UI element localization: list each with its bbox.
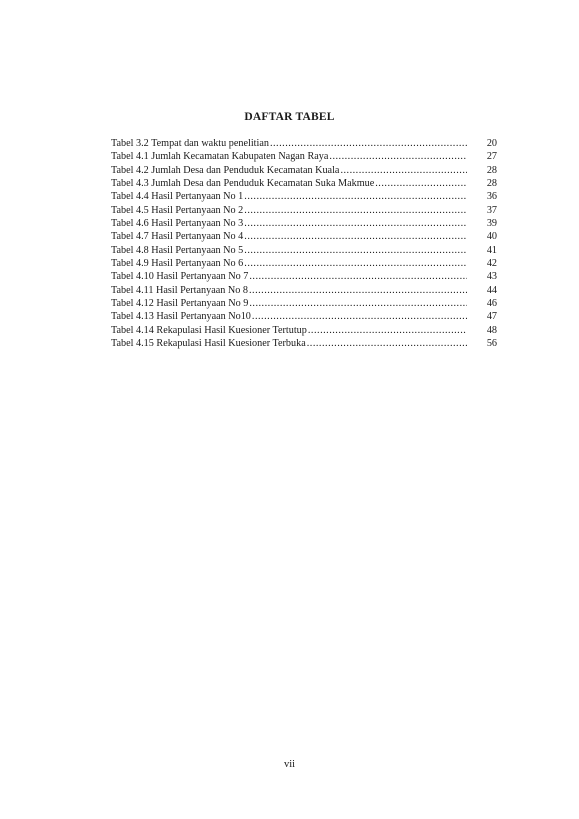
entry-label: Tabel 4.13 Hasil Pertanyaan No10: [111, 311, 251, 323]
entry-page: 36: [486, 191, 497, 203]
entry-page: 40: [486, 231, 497, 243]
entry-label: Tabel 4.15 Rekapulasi Hasil Kuesioner Terbuka: [111, 338, 306, 350]
list-item[interactable]: [111, 244, 497, 257]
entry-label: Tabel 4.7 Hasil Pertanyaan No 4: [111, 231, 244, 243]
entry-label: Tabel 4.10 Hasil Pertanyaan No 7: [111, 271, 249, 283]
list-item[interactable]: [111, 297, 497, 310]
entry-label: Tabel 4.12 Hasil Pertanyaan No 9: [111, 298, 249, 310]
entry-page: 39: [486, 218, 497, 230]
page-number: vii: [283, 759, 296, 770]
entry-label: Tabel 4.14 Rekapulasi Hasil Kuesioner Tertutup: [111, 324, 307, 336]
dot-leader: [270, 137, 467, 150]
entry-label: Tabel 4.6 Hasil Pertanyaan No 3: [111, 218, 244, 230]
list-item[interactable]: [111, 217, 497, 230]
dot-leader: [308, 324, 467, 337]
list-item[interactable]: [111, 204, 497, 217]
list-item[interactable]: [111, 230, 497, 243]
entry-page: 41: [486, 244, 497, 256]
dot-leader: [244, 190, 467, 203]
entry-label: Tabel 4.5 Hasil Pertanyaan No 2: [111, 204, 244, 216]
entry-page: 46: [486, 298, 497, 310]
dot-leader: [244, 217, 467, 230]
dot-leader: [244, 257, 467, 270]
entry-label: Tabel 4.4 Hasil Pertanyaan No 1: [111, 191, 244, 203]
dot-leader: [244, 204, 467, 217]
entry-label: Tabel 3.2 Tempat dan waktu penelitian: [111, 138, 269, 149]
entry-page: 20: [486, 138, 497, 149]
list-item[interactable]: [111, 324, 497, 337]
list-item[interactable]: [111, 270, 497, 283]
entry-label: Tabel 4.2 Jumlah Desa dan Penduduk Kecamatan Kuala: [111, 164, 340, 176]
entry-page: 28: [486, 164, 497, 176]
entry-page: 28: [486, 178, 497, 190]
entry-page: 37: [486, 204, 497, 216]
list-item[interactable]: [111, 257, 497, 270]
dot-leader: [340, 164, 467, 177]
dot-leader: [307, 337, 467, 350]
entry-label: Tabel 4.1 Jumlah Kecamatan Kabupaten Nagan Raya: [111, 151, 329, 163]
dot-leader: [329, 150, 467, 163]
list-item[interactable]: [111, 137, 497, 150]
dot-leader: [249, 270, 467, 283]
entry-label: Tabel 4.11 Hasil Pertanyaan No 8: [111, 284, 248, 296]
list-item[interactable]: [111, 310, 497, 323]
dot-leader: [249, 297, 467, 310]
entry-page: 48: [486, 324, 497, 336]
page-title: DAFTAR TABEL: [244, 111, 335, 123]
entry-page: 27: [486, 151, 497, 163]
dot-leader: [375, 177, 467, 190]
entry-page: 43: [486, 271, 497, 283]
entry-page: 56: [486, 338, 497, 350]
dot-leader: [252, 310, 467, 323]
list-item[interactable]: [111, 337, 497, 350]
entry-page: 42: [486, 258, 497, 270]
list-item[interactable]: [111, 190, 497, 203]
list-item[interactable]: [111, 177, 497, 190]
list-item[interactable]: [111, 150, 497, 163]
entry-label: Tabel 4.9 Hasil Pertanyaan No 6: [111, 258, 244, 270]
table-list: [111, 137, 497, 351]
list-item[interactable]: [111, 284, 497, 297]
entry-page: 44: [486, 284, 497, 296]
dot-leader: [249, 284, 467, 297]
dot-leader: [244, 244, 467, 257]
dot-leader: [244, 230, 467, 243]
entry-page: 47: [486, 311, 497, 323]
list-item[interactable]: [111, 164, 497, 177]
entry-label: Tabel 4.3 Jumlah Desa dan Penduduk Kecamatan Suka Makmue: [111, 178, 375, 190]
entry-label: Tabel 4.8 Hasil Pertanyaan No 5: [111, 244, 244, 256]
